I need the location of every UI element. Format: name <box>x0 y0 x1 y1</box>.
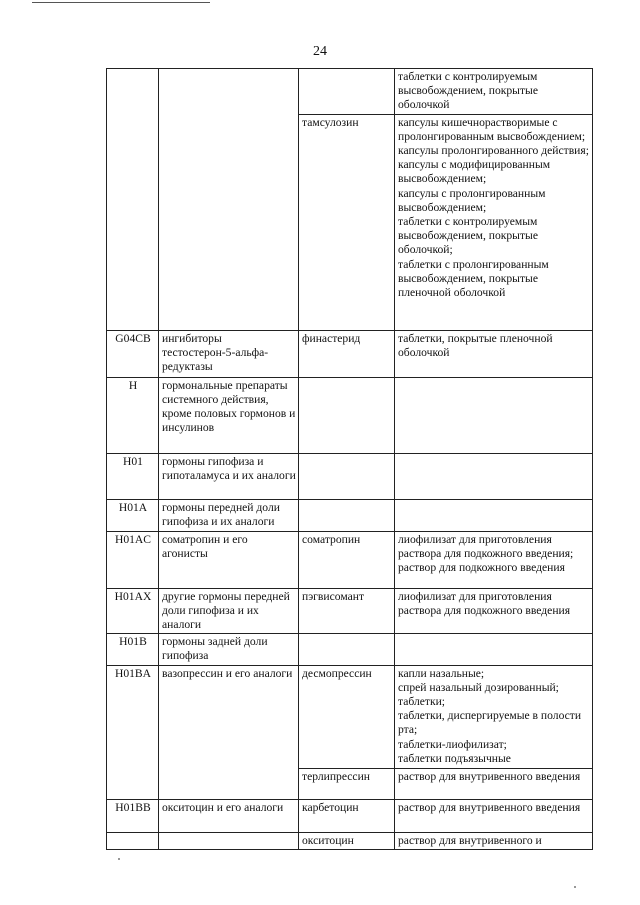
atc-code-cell: H01A <box>107 499 159 531</box>
scan-speck <box>574 886 576 888</box>
table-row <box>107 453 593 499</box>
table-row <box>107 588 593 634</box>
top-rule <box>32 2 210 3</box>
atc-code-cell: H01 <box>107 453 159 499</box>
dosage-forms-cell <box>395 377 593 453</box>
atc-code-cell: H <box>107 377 159 453</box>
dosage-forms-cell: таблетки, покрытые пленочной оболочкой <box>395 330 593 377</box>
pharmacological-group-cell: гормональные препараты системного действия, кроме половых гормонов и инсулинов <box>159 377 299 453</box>
pharmacological-group-cell: другие гормоны передней доли гипофиза и их аналоги <box>159 588 299 634</box>
table-row <box>107 634 593 665</box>
dosage-forms-cell: раствор для внутривенного введения <box>395 768 593 799</box>
atc-code-cell: H01AX <box>107 588 159 634</box>
table-row <box>107 799 593 832</box>
dosage-forms-cell <box>395 499 593 531</box>
dosage-forms-cell <box>395 453 593 499</box>
substance-cell <box>299 453 395 499</box>
table-row <box>107 69 593 115</box>
atc-code-cell: H01BB <box>107 799 159 832</box>
atc-code-cell: H01AC <box>107 531 159 588</box>
substance-cell <box>299 377 395 453</box>
atc-code-cell: H01B <box>107 634 159 665</box>
dosage-forms-cell: таблетки с контролируемым высвобождением, покрытые оболочкой <box>395 69 593 115</box>
dosage-forms-cell: раствор для внутривенного введения <box>395 799 593 832</box>
substance-cell <box>299 499 395 531</box>
pharmacological-group-cell: ингибиторы тестостерон-5-альфа-редуктазы <box>159 330 299 377</box>
table-row <box>107 499 593 531</box>
dosage-forms-cell: лиофилизат для приготовления раствора для подкожного введения <box>395 588 593 634</box>
substance-cell <box>299 634 395 665</box>
pharmacological-group-cell: гормоны задней доли гипофиза <box>159 634 299 665</box>
pharmacological-group-cell: гормоны передней доли гипофиза и их аналоги <box>159 499 299 531</box>
page-number: 24 <box>313 44 327 59</box>
pharmacological-group-cell <box>159 832 299 849</box>
dosage-forms-cell: капли назальные; спрей назальный дозированный; таблетки; таблетки, диспергируемые в полости рта; таблетки-лиофилизат; таблетки подъязычные <box>395 665 593 768</box>
substance-cell: терлипрессин <box>299 768 395 799</box>
scan-speck <box>118 858 120 860</box>
table-row <box>107 832 593 849</box>
table-row <box>107 531 593 588</box>
dosage-forms-cell: капсулы кишечнорастворимые с пролонгированным высвобождением; капсулы пролонгированного действия; капсулы с модифицированным высвобождением; капсулы с пролонгированным высвобождением; таблетки с контролируемым высвобождением, покрытые оболочкой; таблетки с пролонгированным высвобождением, покрытые пленочной оболочкой <box>395 114 593 330</box>
atc-code-cell <box>107 69 159 331</box>
substance-cell: пэгвисомант <box>299 588 395 634</box>
substance-cell: окситоцин <box>299 832 395 849</box>
drug-classification-table <box>106 68 593 850</box>
pharmacological-group-cell: вазопрессин и его аналоги <box>159 665 299 799</box>
dosage-forms-cell <box>395 634 593 665</box>
atc-code-cell: H01BA <box>107 665 159 799</box>
substance-cell: тамсулозин <box>299 114 395 330</box>
substance-cell: десмопрессин <box>299 665 395 768</box>
substance-cell <box>299 69 395 115</box>
pharmacological-group-cell: соматропин и его агонисты <box>159 531 299 588</box>
atc-code-cell <box>107 832 159 849</box>
dosage-forms-cell: лиофилизат для приготовления раствора для подкожного введения; раствор для подкожного введения <box>395 531 593 588</box>
substance-cell: карбетоцин <box>299 799 395 832</box>
table-row <box>107 330 593 377</box>
dosage-forms-cell: раствор для внутривенного и <box>395 832 593 849</box>
pharmacological-group-cell: окситоцин и его аналоги <box>159 799 299 832</box>
atc-code-cell: G04CB <box>107 330 159 377</box>
pharmacological-group-cell: гормоны гипофиза и гипоталамуса и их аналоги <box>159 453 299 499</box>
substance-cell: финастерид <box>299 330 395 377</box>
table-row <box>107 377 593 453</box>
substance-cell: соматропин <box>299 531 395 588</box>
table-row <box>107 665 593 768</box>
pharmacological-group-cell <box>159 69 299 331</box>
